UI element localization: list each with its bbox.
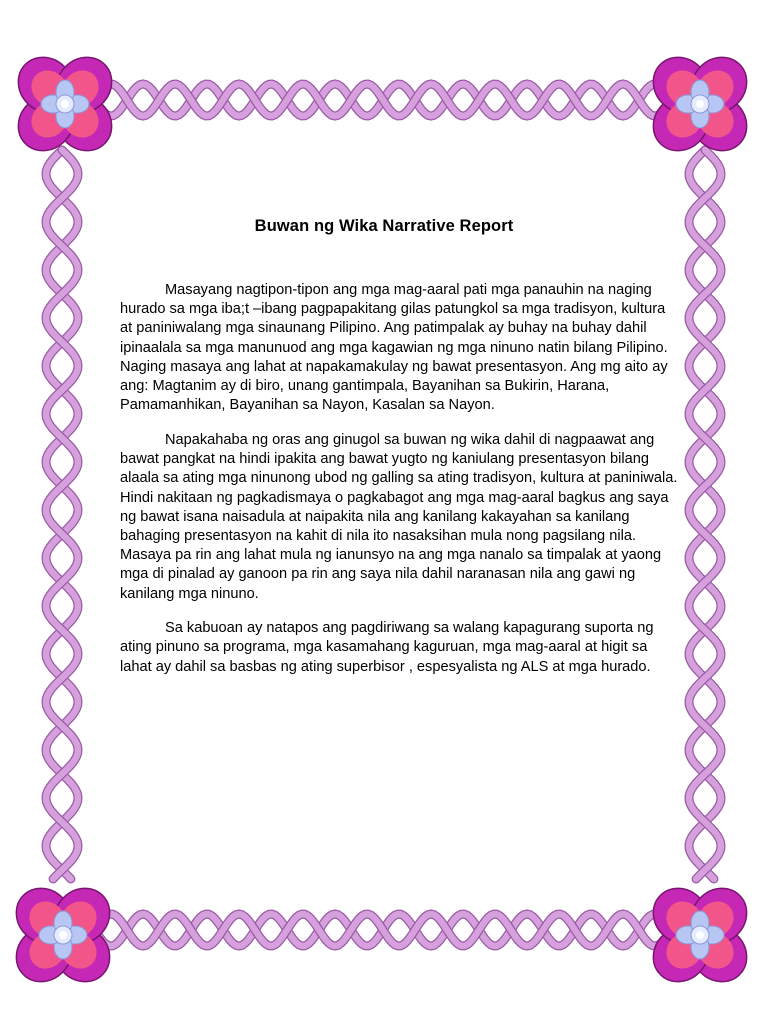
flower-top-left-icon [7, 46, 123, 162]
flower-top-right-icon [642, 46, 758, 162]
ribbon-right [689, 150, 721, 879]
paragraph-2: Napakahaba ng oras ang ginugol sa buwan ng wika dahil di nagpaawat ang bawat pangkat na hindi ipakita ang bawat yugto ng kaniulang presentasyon bilang alaala sa ating mga ninunong ubod ng galling sa ating tradisyon, kultura at paniniwala. Hindi nakitaan ng pagkadismaya o pagkabagot ang mga mag-aaral bagkus ang saya ng bawat isana naisadula at naipakita nila ang kanilang kakayahan sa kanilang bahaging presentasyon na kahit di nila ito nasaksihan mula nong pagsilang nila. Masaya pa rin ang lahat mula ng ianunsyo na ang mga nanalo sa timpalak at yaong mga di pinalad ay ganoon pa rin ang saya nila dahil naranasan nila ang gawi ng kanilang mga ninuno. [120, 431, 678, 602]
ribbon-top [95, 84, 674, 116]
flower-bottom-right-icon [642, 877, 758, 993]
paragraph-1: Masayang nagtipon-tipon ang mga mag-aaral pati mga panauhin na naging hurado sa mga iba;t –ibang pagpapakitang gilas patungkol sa mga tradisyon, kultura at paniniwalang mga sinaunang Pilipino. Ang patimpalak ay buhay na buhay dahil ipinaalala sa mga manunuod ang mga kagawian ng mga ninuno natin bilang Pilipino. Naging masaya ang lahat at napakamakulay ng bawat presentasyon. Ang mg aito ay ang: Magtanim ay di biro, unang gantimpala, Bayanihan sa Bukirin, Harana, Pamamanhikan, Bayanihan sa Nayon, Kasalan sa Nayon. [120, 282, 668, 414]
ribbon-bottom [95, 914, 674, 946]
document-title: Buwan ng Wika Narrative Report [254, 217, 514, 235]
ribbon-left [46, 150, 78, 879]
document-body [120, 281, 680, 692]
paragraph-3: Sa kabuoan ay natapos ang pagdiriwang sa walang kapagurang suporta ng ating pinuno sa programa, mga kasamahang kaguruan, mga mag-aaral at higit sa lahat ay dahil sa basbas ng ating superbisor , espesyalista ng ALS at mga hurado. [120, 620, 654, 675]
